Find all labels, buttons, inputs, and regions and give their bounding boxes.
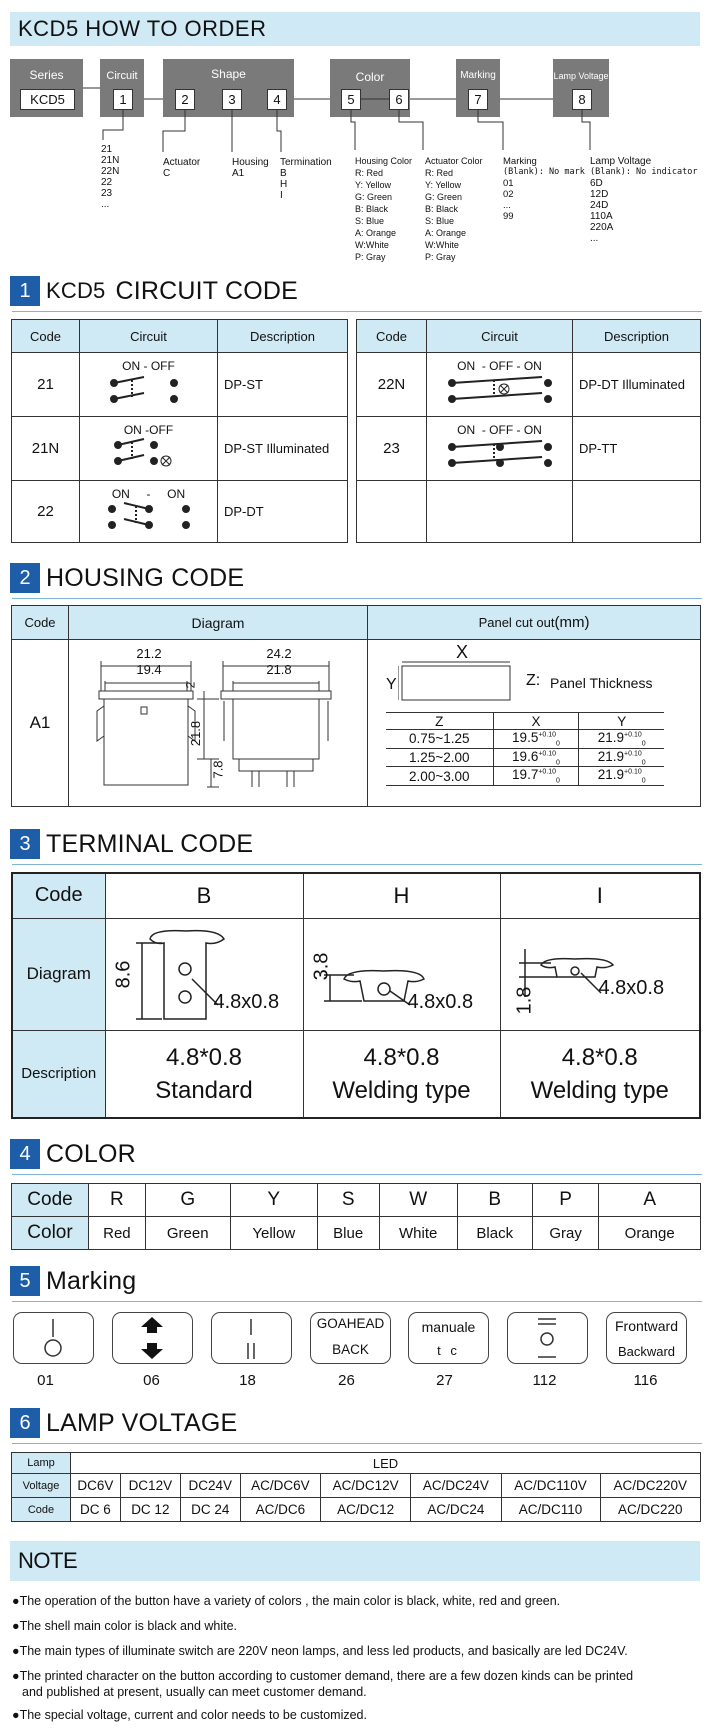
bullet-icon: ●: [12, 1669, 20, 1683]
section-2-title: [10, 561, 244, 595]
circuit-opt: 23: [101, 188, 113, 199]
circuit-diagram: [427, 417, 573, 481]
marking-code: 18: [239, 1372, 256, 1389]
double-line-circle-icon: [508, 1313, 586, 1363]
marking-27-top: manuale: [421, 1319, 476, 1335]
tolerance-lower: 0: [556, 778, 560, 786]
cutout-x-value: 19.6: [512, 748, 539, 764]
section-4-number: 4: [10, 1139, 40, 1169]
bullet-icon: ●: [12, 1619, 20, 1633]
note-item: [12, 1618, 237, 1634]
circuit-code: 23: [357, 417, 427, 481]
circuit-desc: DP-TT: [573, 417, 701, 481]
lamp-voltage: DC6V: [71, 1474, 121, 1498]
housing-color-opt: W:White: [355, 240, 389, 250]
section-1-divider: [12, 311, 702, 312]
termination-title: Termination: [280, 157, 332, 168]
lamp-voltage: AC/DC24V: [411, 1474, 501, 1498]
lamp-label: Lamp Voltage: [553, 71, 609, 81]
lamp-opt: ...: [590, 233, 599, 244]
color-name: Orange: [599, 1217, 701, 1250]
circuit-symbol-icon: [104, 437, 194, 471]
table-row: [386, 767, 664, 786]
actuator-color-title: Actuator Color: [425, 156, 483, 166]
termination-val: H: [280, 179, 288, 190]
note-item: [12, 1707, 367, 1723]
panel-z-label: Z:: [526, 672, 541, 689]
circuit-label: ON - OFF - ON: [457, 423, 542, 437]
actuator-color-opt: B: Black: [425, 204, 459, 214]
lamp-opt: 110A: [590, 211, 613, 222]
cutout-header-x: X: [493, 713, 579, 730]
color-header-code: Code: [12, 1184, 89, 1217]
circuit-desc: DP-ST Illuminated: [218, 417, 348, 481]
col-header-code: Code: [12, 606, 69, 640]
circuit-code: 21: [12, 353, 80, 417]
housing-color-opt: R: Red: [355, 168, 384, 178]
lamp-code: DC 6: [71, 1498, 121, 1522]
col-header-panel: [368, 606, 701, 640]
housing-color-opt: B: Black: [355, 204, 389, 214]
color-name: Red: [89, 1217, 146, 1250]
table-row: [12, 353, 348, 417]
terminal-diagram-h: [303, 918, 500, 1030]
terminal-size-b: 4.8x0.8: [213, 990, 280, 1013]
tolerance-upper: +0.10: [624, 750, 642, 758]
marking-116-bottom: Backward: [617, 1344, 676, 1359]
marking-27-bottom: t c: [437, 1343, 460, 1358]
section-1-prefix: KCD5: [46, 278, 106, 303]
power-symbol-icon: [14, 1313, 92, 1363]
terminal-diagram-b: [105, 918, 303, 1030]
col-header-code: Code: [357, 320, 427, 353]
col-header-code: Code: [12, 320, 80, 353]
section-1-text: CIRCUIT CODE: [115, 276, 299, 305]
marking-112: [507, 1312, 588, 1364]
marking-title: Marking: [503, 156, 537, 167]
section-1-number: 1: [10, 276, 40, 306]
lamp-type: LED: [71, 1453, 701, 1474]
lamp-table: [11, 1452, 701, 1522]
actuator-title: Actuator: [163, 157, 201, 168]
lamp-header-voltage: Voltage: [12, 1474, 71, 1498]
section-3-title: [10, 827, 253, 861]
termination-options: [280, 157, 332, 201]
color-value-housing: 5: [341, 89, 361, 110]
color-value-actuator: 6: [389, 89, 409, 110]
col-header-description: Description: [218, 320, 348, 353]
table-row: [386, 748, 664, 767]
dim-height-flange: 2: [183, 681, 198, 689]
housing-table: [11, 605, 701, 807]
color-code: Y: [230, 1184, 317, 1217]
housing-title: Housing: [232, 157, 269, 168]
lamp-code: AC/DC110: [501, 1498, 600, 1522]
series-label: Series: [29, 68, 64, 82]
terminal-code-h: H: [303, 873, 500, 918]
circuit-opt: 22: [101, 177, 113, 188]
terminal-code-b: B: [105, 873, 303, 918]
dim-width-inner: 19.4: [136, 662, 162, 677]
table-row: [12, 417, 348, 481]
cutout-z: 1.25~2.00: [386, 748, 493, 767]
tolerance-upper: +0.10: [624, 731, 642, 739]
actuator-color-opt: G: Green: [425, 192, 463, 202]
lamp-opt: 24D: [590, 200, 609, 211]
section-5-title: [10, 1264, 136, 1298]
note-title: NOTE: [18, 1548, 78, 1573]
cutout-x: [493, 748, 579, 767]
lamp-code: AC/DC220: [600, 1498, 700, 1522]
color-name: Gray: [532, 1217, 599, 1250]
tolerance-upper: +0.10: [538, 750, 557, 758]
circuit-label: ON - OFF: [122, 359, 175, 373]
page-title: KCD5 HOW TO ORDER: [18, 16, 267, 41]
bullet-icon: ●: [12, 1644, 20, 1658]
dim-height-terminal: 7.8: [210, 760, 226, 779]
color-code: A: [599, 1184, 701, 1217]
series-value: KCD5: [20, 89, 75, 110]
actuator-color-opt: R: Red: [425, 168, 454, 178]
cutout-x: [493, 730, 579, 749]
table-row: [386, 730, 664, 749]
marking-26-top: GOAHEAD: [316, 1316, 385, 1331]
circuit-label: ON - OFF - ON: [457, 359, 542, 373]
panel-header-unit: (mm): [554, 614, 590, 631]
section-5-divider: [12, 1301, 702, 1302]
housing-color-opt: S: Blue: [355, 216, 385, 226]
marking-opt: ...: [503, 200, 511, 211]
circuit-opt: 21: [101, 144, 113, 155]
lamp-code: DC 12: [120, 1498, 180, 1522]
marking-label: Marking: [460, 70, 496, 81]
circuit-table-right: [356, 319, 701, 543]
circuit-opt: ...: [101, 199, 110, 210]
terminal-header-code: Code: [12, 873, 105, 918]
marking-01: [13, 1312, 94, 1364]
cutout-y: [579, 767, 664, 786]
circuit-code: 22N: [357, 353, 427, 417]
dim-side-outer: 24.2: [266, 646, 292, 661]
housing-code: A1: [12, 640, 69, 807]
color-name: Black: [457, 1217, 532, 1250]
table-row: [357, 481, 701, 543]
note-header: [10, 1541, 700, 1581]
marking-options: [503, 156, 585, 222]
circuit-diagram: [80, 417, 218, 481]
section-4-title: [10, 1137, 136, 1171]
lamp-voltage: AC/DC220V: [600, 1474, 700, 1498]
cutout-x-value: 19.5: [512, 730, 539, 745]
marking-06: [112, 1312, 193, 1364]
section-2-divider: [12, 598, 702, 599]
dim-height-body: 21.8: [188, 720, 204, 747]
shape-value-actuator: 2: [175, 89, 195, 110]
marking-116-top: Frontward: [614, 1318, 679, 1334]
section-6-title: [10, 1406, 237, 1440]
section-4-divider: [12, 1174, 702, 1175]
circuit-desc: DP-DT: [218, 481, 348, 543]
marking-code: 27: [436, 1372, 453, 1389]
section-3-number: 3: [10, 829, 40, 859]
panel-cutout-icon: [398, 658, 518, 702]
cutout-y-value: 21.9: [597, 730, 625, 745]
circuit-options: [101, 144, 119, 210]
terminal-desc-b: [105, 1030, 303, 1118]
col-header-description: Description: [573, 320, 701, 353]
lines-symbol-icon: [212, 1313, 290, 1363]
tolerance-lower: 0: [641, 759, 646, 767]
terminal-desc-i: [500, 1030, 700, 1118]
dim-width-outer: 21.2: [136, 646, 162, 661]
note-text: The operation of the button have a variety of colors , the main color is black, white, red and green.: [19, 1594, 561, 1608]
marking-code: 01: [37, 1372, 54, 1389]
table-row: [12, 481, 348, 543]
lamp-code: AC/DC24: [411, 1498, 501, 1522]
terminal-desc-size: 4.8*0.8: [561, 1043, 638, 1071]
circuit-desc: DP-DT Illuminated: [573, 353, 701, 417]
section-6-number: 6: [10, 1408, 40, 1438]
lamp-code: AC/DC6: [240, 1498, 320, 1522]
shape-label: Shape: [211, 67, 246, 81]
circuit-label: ON -OFF: [123, 423, 174, 437]
circuit-desc: DP-ST: [218, 353, 348, 417]
housing-color-opt: G: Green: [355, 192, 393, 202]
housing-color-opt: P: Gray: [355, 252, 386, 262]
shape-value-housing: 3: [222, 89, 242, 110]
cutout-y: [579, 748, 664, 767]
terminal-header-description: Description: [12, 1030, 105, 1118]
panel-cutout: [368, 640, 701, 807]
section-3-divider: [12, 864, 702, 865]
circuit-code: 21N: [12, 417, 80, 481]
note-item: [12, 1643, 628, 1659]
section-2-number: 2: [10, 563, 40, 593]
housing-color-title: Housing Color: [355, 156, 413, 166]
note-text: The shell main color is black and white.: [19, 1619, 238, 1633]
circuit-label: ON - ON: [111, 487, 186, 501]
housing-color-opt: A: Orange: [355, 228, 397, 238]
marking-value: 7: [468, 89, 488, 110]
circuit-code: 22: [12, 481, 80, 543]
color-code: P: [532, 1184, 599, 1217]
cutout-x: [493, 767, 579, 786]
terminal-desc-size: 4.8*0.8: [363, 1043, 440, 1071]
cutout-table: [386, 712, 664, 786]
terminal-desc-type: Standard: [155, 1076, 253, 1104]
cutout-y: [579, 730, 664, 749]
housing-color-options: [355, 155, 412, 263]
dim-side-inner: 21.8: [266, 662, 292, 677]
shape-value-termination: 4: [267, 89, 287, 110]
note-item: [12, 1593, 560, 1609]
lamp-opt: 220A: [590, 222, 614, 233]
section-3-text: TERMINAL CODE: [46, 829, 254, 858]
housing-val: A1: [232, 168, 245, 179]
lamp-opt: 6D: [590, 178, 603, 189]
terminal-desc-type: Welding type: [530, 1076, 669, 1104]
cutout-z: 2.00~3.00: [386, 767, 493, 786]
marking-18: [211, 1312, 292, 1364]
circuit-symbol-icon: [104, 501, 194, 533]
lamp-code: DC 24: [180, 1498, 240, 1522]
color-name: Green: [145, 1217, 230, 1250]
lamp-voltage: AC/DC110V: [501, 1474, 600, 1498]
tolerance-lower: 0: [556, 740, 560, 748]
cutout-header-z: Z: [386, 713, 493, 730]
note-item-continued: [22, 1684, 367, 1700]
lamp-voltage: DC24V: [180, 1474, 240, 1498]
lamp-voltage: AC/DC6V: [240, 1474, 320, 1498]
bullet-icon: ●: [12, 1708, 20, 1722]
color-code: W: [379, 1184, 457, 1217]
section-2-text: HOUSING CODE: [46, 563, 245, 592]
panel-thickness-note: Panel Thickness: [550, 675, 653, 691]
note-text: The special voltage, current and color needs to be customized.: [19, 1708, 367, 1722]
lamp-title: Lamp Voltage: [590, 156, 652, 167]
lamp-options: [590, 156, 697, 244]
panel-header-text: Panel cut out: [478, 615, 555, 630]
terminal-diagram-i: [500, 918, 700, 1030]
actuator-options: [163, 157, 200, 179]
marking-opt: 01: [503, 178, 514, 189]
actuator-color-opt: W:White: [425, 240, 459, 250]
section-1-title: [10, 274, 298, 308]
actuator-color-opt: P: Gray: [425, 252, 456, 262]
tolerance-upper: +0.10: [538, 768, 557, 776]
lamp-voltage: AC/DC12V: [320, 1474, 410, 1498]
tolerance-upper: +0.10: [624, 768, 642, 776]
section-5-number: 5: [10, 1266, 40, 1296]
termination-val: B: [280, 168, 287, 179]
circuit-symbol-icon: [444, 373, 556, 407]
marking-opt: 99: [503, 211, 514, 222]
section-4-text: COLOR: [46, 1139, 136, 1168]
section-6-text: LAMP VOLTAGE: [46, 1408, 238, 1437]
housing-drawing-icon: [69, 641, 366, 806]
circuit-value: 1: [113, 89, 133, 110]
actuator-val: C: [163, 168, 171, 179]
marking-27: [408, 1312, 489, 1364]
lamp-opt: 12D: [590, 189, 609, 200]
tolerance-upper: +0.10: [538, 731, 557, 739]
actuator-color-opt: S: Blue: [425, 216, 455, 226]
color-code: G: [145, 1184, 230, 1217]
marking-opt: (Blank): No mark: [503, 167, 585, 177]
table-row: [357, 353, 701, 417]
note-text: The printed character on the button according to customer demand, there are a few dozen kinds can be printed: [19, 1669, 634, 1683]
circuit-diagram: [80, 353, 218, 417]
marking-26: [310, 1312, 391, 1364]
color-code: B: [457, 1184, 532, 1217]
color-code: S: [317, 1184, 379, 1217]
circuit-diagram: [80, 481, 218, 543]
color-name: Blue: [317, 1217, 379, 1250]
terminal-desc-type: Welding type: [332, 1076, 471, 1104]
lamp-code: AC/DC12: [320, 1498, 410, 1522]
marking-opt: 02: [503, 189, 514, 200]
marking-code: 112: [532, 1372, 557, 1389]
circuit-symbol-icon: [444, 437, 556, 471]
up-down-arrow-icon: [113, 1313, 191, 1363]
cutout-header-y: Y: [579, 713, 664, 730]
tolerance-lower: 0: [641, 778, 646, 786]
terminal-size-i: 4.8x0.8: [598, 976, 665, 999]
panel-y-label: Y: [386, 676, 397, 693]
terminal-code-i: I: [500, 873, 700, 918]
lamp-value: 8: [572, 89, 592, 110]
table-row: [357, 417, 701, 481]
marking-code: 116: [633, 1372, 658, 1389]
circuit-opt: 22N: [101, 166, 120, 177]
circuit-label: Circuit: [106, 70, 138, 82]
terminal-header-diagram: Diagram: [12, 918, 105, 1030]
termination-val: I: [280, 190, 283, 201]
housing-diagram: [69, 640, 368, 807]
marking-26-bottom: BACK: [332, 1342, 369, 1357]
panel-x-label: X: [456, 642, 469, 662]
housing-color-opt: Y: Yellow: [355, 180, 392, 190]
terminal-dim-b: 8.6: [111, 960, 134, 988]
note-item: [12, 1668, 633, 1684]
color-name: Yellow: [230, 1217, 317, 1250]
marking-code: 06: [143, 1372, 160, 1389]
terminal-dim-i: 1.8: [512, 986, 535, 1014]
col-header-circuit: Circuit: [80, 320, 218, 353]
circuit-table-left: [11, 319, 348, 543]
lamp-voltage: DC12V: [120, 1474, 180, 1498]
col-header-circuit: Circuit: [427, 320, 573, 353]
terminal-table: [11, 872, 701, 1119]
section-6-divider: [12, 1443, 702, 1444]
circuit-symbol-icon: [104, 373, 194, 407]
note-text: The main types of illuminate switch are 220V neon lamps, and less led products, and basically are led DC24V.: [19, 1644, 628, 1658]
terminal-size-h: 4.8x0.8: [407, 990, 474, 1013]
bullet-icon: ●: [12, 1594, 20, 1608]
section-5-text: Marking: [46, 1266, 137, 1295]
marking-code: 26: [338, 1372, 355, 1389]
color-table: [11, 1183, 701, 1250]
col-header-diagram: Diagram: [69, 606, 368, 640]
color-name: White: [379, 1217, 457, 1250]
color-label: Color: [355, 70, 385, 84]
cutout-z: 0.75~1.25: [386, 730, 493, 749]
actuator-color-opt: Y: Yellow: [425, 180, 462, 190]
housing-options: [232, 157, 269, 179]
terminal-desc-h: [303, 1030, 500, 1118]
note-text: and published at present, usually can meet customer demand.: [22, 1685, 367, 1699]
lamp-header-lamp: Lamp: [12, 1453, 71, 1474]
circuit-diagram: [427, 353, 573, 417]
tolerance-lower: 0: [556, 759, 560, 767]
tolerance-lower: 0: [641, 740, 646, 748]
color-header-color: Color: [12, 1217, 89, 1250]
terminal-dim-h: 3.8: [309, 952, 332, 980]
marking-116: [606, 1312, 687, 1364]
circuit-opt: 21N: [101, 155, 120, 166]
lamp-opt: (Blank): No indicator: [590, 167, 698, 177]
actuator-color-options: [425, 155, 483, 263]
actuator-color-opt: A: Orange: [425, 228, 467, 238]
color-code: R: [89, 1184, 146, 1217]
cutout-y-value: 21.9: [597, 748, 625, 764]
cutout-x-value: 19.7: [512, 767, 539, 783]
cutout-y-value: 21.9: [597, 767, 625, 783]
lamp-header-code: Code: [12, 1498, 71, 1522]
terminal-desc-size: 4.8*0.8: [165, 1043, 243, 1071]
